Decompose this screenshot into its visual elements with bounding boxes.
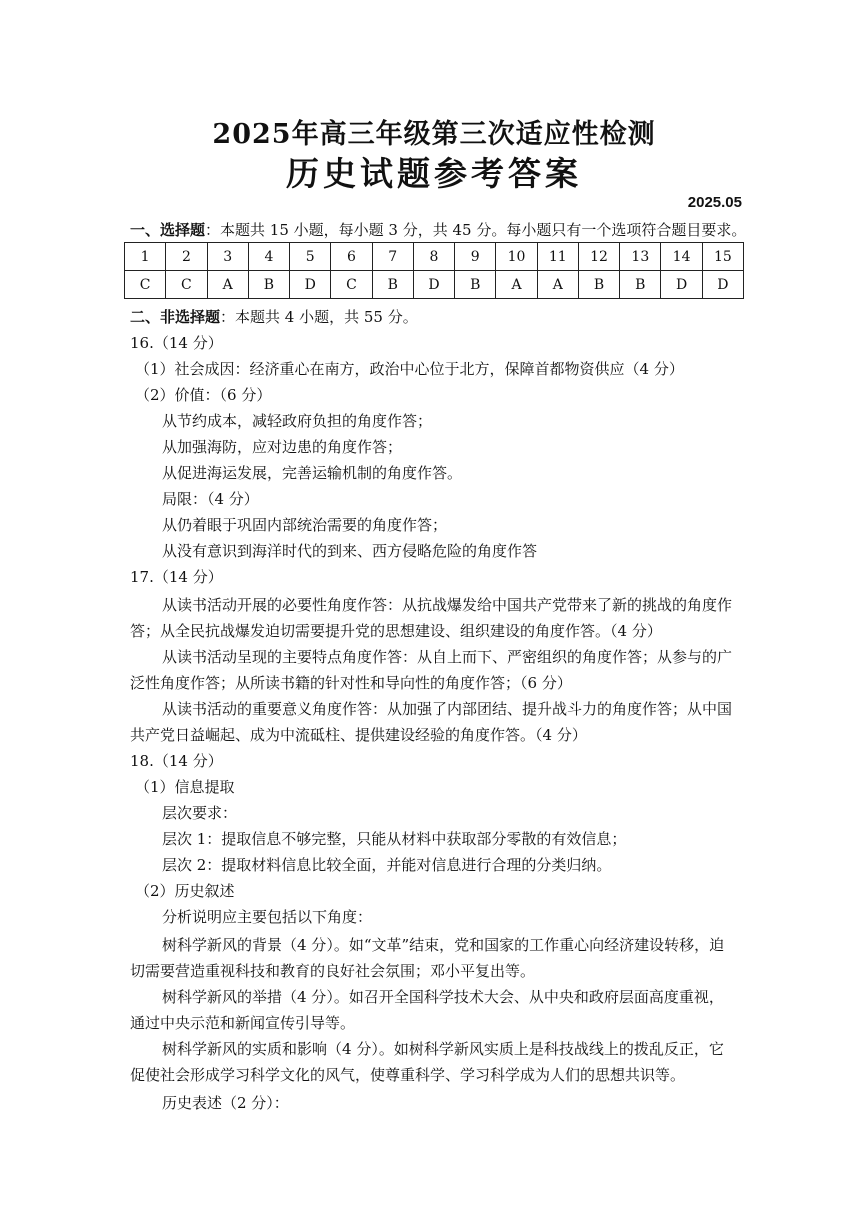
q16-limitation-heading: 局限：（4 分） xyxy=(162,490,259,508)
exam-date: 2025.05 xyxy=(687,194,742,211)
q17-paragraph-3 xyxy=(130,696,738,748)
answer-cell: C xyxy=(331,271,372,299)
answer-cell: D xyxy=(702,271,743,299)
section1-label: 一、选择题 xyxy=(130,221,206,239)
question-number-cell: 15 xyxy=(702,243,743,271)
section1-desc: ：本题共 15 小题，每小题 3 分，共 45 分。每小题只有一个选项符合题目要求。 xyxy=(205,221,747,239)
q18-paragraph-3 xyxy=(130,1036,738,1088)
q18-level-requirement: 层次要求： xyxy=(162,804,238,822)
answer-cell: B xyxy=(455,271,496,299)
q16-limitation-2: 从没有意识到海洋时代的到来、西方侵略危险的角度作答 xyxy=(162,542,538,560)
q16-limitation-1: 从仍着眼于巩固内部统治需要的角度作答； xyxy=(162,516,448,534)
q16-value-1: 从节约成本，减轻政府负担的角度作答； xyxy=(162,412,433,430)
question-number-cell: 14 xyxy=(661,243,702,271)
answer-table xyxy=(124,242,744,299)
q18-part1: （1）信息提取 xyxy=(135,778,235,796)
q17-paragraph-2 xyxy=(130,644,738,696)
answer-cell: A xyxy=(537,271,578,299)
question-number-cell: 1 xyxy=(125,243,166,271)
question-number-cell: 11 xyxy=(537,243,578,271)
q17-paragraph-1 xyxy=(130,592,738,644)
question-number-cell: 8 xyxy=(413,243,454,271)
answer-row xyxy=(125,271,744,299)
q16-value-2: 从加强海防，应对边患的角度作答； xyxy=(162,438,403,456)
question-number-cell: 6 xyxy=(331,243,372,271)
q16-value-3: 从促进海运发展，完善运输机制的角度作答。 xyxy=(162,464,463,482)
q16-part2: （2）价值：（6 分） xyxy=(135,386,272,404)
question-number-cell: 5 xyxy=(290,243,331,271)
q17-paragraph-3-text: 从读书活动的重要意义角度作答：从加强了内部团结、提升战斗力的角度作答；从中国共产党日益崛起、成为中流砥柱、提供建设经验的角度作答。（4 分） xyxy=(130,700,733,744)
question-number-cell: 13 xyxy=(620,243,661,271)
question-number-row xyxy=(125,243,744,271)
q16-part1: （1）社会成因：经济重心在南方，政治中心位于北方，保障首都物资供应（4 分） xyxy=(135,360,684,378)
section2-heading xyxy=(130,307,418,327)
q18-paragraph-1 xyxy=(130,932,738,984)
q18-level-2: 层次 2：提取材料信息比较全面，并能对信息进行合理的分类归纳。 xyxy=(162,856,612,874)
answer-cell: D xyxy=(290,271,331,299)
answer-cell: A xyxy=(207,271,248,299)
section2-label: 二、非选择题 xyxy=(130,308,221,326)
question-number-cell: 3 xyxy=(207,243,248,271)
q18-paragraph-1-text: 树科学新风的背景（4 分）。如“文革”结束，党和国家的工作重心向经济建设转移，迫切需要营造重视科技和教育的良好社会氛围；邓小平复出等。 xyxy=(130,936,725,980)
question-number-cell: 10 xyxy=(496,243,537,271)
q17-heading: 17.（14 分） xyxy=(130,568,223,586)
answer-cell: D xyxy=(413,271,454,299)
question-number-cell: 4 xyxy=(248,243,289,271)
answer-cell: B xyxy=(620,271,661,299)
answer-cell: B xyxy=(578,271,619,299)
q18-paragraph-2-text: 树科学新风的举措（4 分）。如召开全国科学技术大会、从中央和政府层面高度重视，通过中央示范和新闻宣传引导等。 xyxy=(130,988,724,1032)
section2-desc: ：本题共 4 小题，共 55 分。 xyxy=(220,308,418,326)
q18-paragraph-2 xyxy=(130,984,738,1036)
q18-intro: 分析说明应主要包括以下角度： xyxy=(162,908,373,926)
q18-level-1: 层次 1：提取信息不够完整，只能从材料中获取部分零散的有效信息； xyxy=(162,830,627,848)
answer-cell: B xyxy=(248,271,289,299)
section1-heading xyxy=(130,220,746,240)
question-number-cell: 2 xyxy=(166,243,207,271)
q17-paragraph-1-text: 从读书活动开展的必要性角度作答：从抗战爆发给中国共产党带来了新的挑战的角度作答；从全民抗战爆发迫切需要提升党的思想建设、组织建设的角度作答。（4 分） xyxy=(130,596,733,640)
question-number-cell: 9 xyxy=(455,243,496,271)
exam-title: 2025年高三年级第三次适应性检测 xyxy=(212,119,656,150)
q17-paragraph-2-text: 从读书活动呈现的主要特点角度作答：从自上而下、严密组织的角度作答；从参与的广泛性角度作答；从所读书籍的针对性和导向性的角度作答；（6 分） xyxy=(130,648,733,692)
q18-expression: 历史表述（2 分）： xyxy=(162,1094,289,1112)
question-number-cell: 7 xyxy=(372,243,413,271)
answer-cell: C xyxy=(125,271,166,299)
q18-paragraph-3-text: 树科学新风的实质和影响（4 分）。如树科学新风实质上是科技战线上的拨乱反正，它促使社会形成学习科学文化的风气，使尊重科学、学习科学成为人们的思想共识等。 xyxy=(130,1040,724,1084)
answer-cell: C xyxy=(166,271,207,299)
question-number-cell: 12 xyxy=(578,243,619,271)
answer-cell: D xyxy=(661,271,702,299)
q16-heading: 16.（14 分） xyxy=(130,334,223,352)
q18-part2: （2）历史叙述 xyxy=(135,882,235,900)
answer-cell: A xyxy=(496,271,537,299)
answer-cell: B xyxy=(372,271,413,299)
q18-heading: 18.（14 分） xyxy=(130,752,223,770)
exam-subtitle: 历史试题参考答案 xyxy=(286,154,582,193)
